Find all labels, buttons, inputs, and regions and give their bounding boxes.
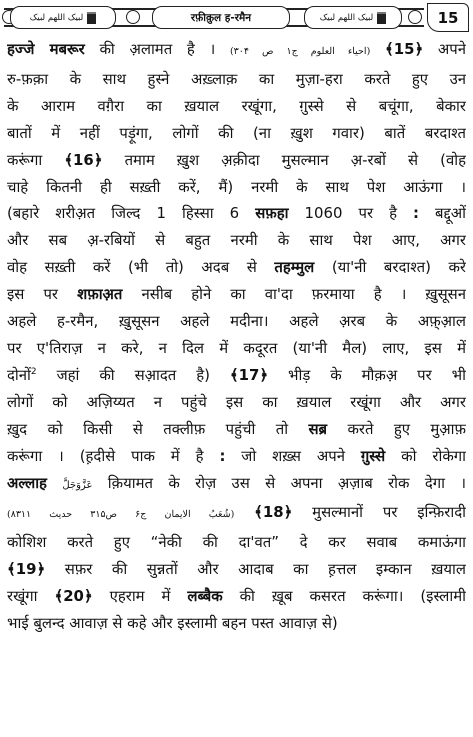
text-line (7, 389, 466, 416)
text-run: करूंगा (7, 150, 65, 169)
text-run: अहले ह-रमैन, ख़ुसूसन अहले मदीना। अहले अ़रब के अफ़्आ़ल (7, 312, 466, 331)
point-number: ﴾20﴿ (54, 587, 93, 606)
text-line (7, 335, 466, 362)
text-run: वोह सख़्ती करें (भी तो) अदब से (7, 258, 275, 277)
body-text (7, 36, 466, 637)
text-run: सफ़र की सुन्नतों और आदाब का ह़त्तल इम्कान ख़याल (45, 560, 466, 579)
text-line (7, 362, 466, 389)
footnote-marker: 2 (30, 366, 37, 377)
header-left-label: لبیک اللھم لبیک (10, 6, 116, 29)
header-right-label: لبیک اللھم لبیک (304, 6, 402, 29)
text-run: जहां की सआ़दत है) (36, 365, 230, 384)
text-run: अपने (423, 40, 466, 58)
text-run: क़ियामत के रोज़ उस से अपना अ़ज़ाब रोक देगा । (92, 473, 466, 492)
text-run: तमाम ख़ुश अ़क़ीदा मुसल्मान अ़-रबों से (वोह (102, 150, 466, 169)
text-line (7, 36, 466, 66)
text-line (7, 93, 466, 120)
text-run: लोगों को अज़िय्यत न पहुंचे इस का ख़याल रखूंगा और अगर (7, 392, 466, 411)
text-run: रखूंगा (7, 587, 55, 606)
text-run: रु-फ़क़ा के साथ हुस्ने अख़्लाक़ का मुज़ा-हरा करते हुए उन (7, 69, 466, 88)
point-number: ﴾19﴿ (7, 560, 46, 579)
kaaba-icon (377, 12, 386, 24)
text-run: एहराम में (92, 587, 188, 606)
text-run: इस पर (7, 285, 78, 304)
text-line (7, 499, 466, 529)
kaaba-icon (87, 12, 96, 24)
text-run: मुसल्मानों पर इन्फ़िरादी (292, 503, 466, 522)
text-line (7, 556, 466, 583)
text-line (7, 529, 466, 556)
point-number: ﴾16﴿ (64, 150, 103, 169)
text-run: भीड़ के मौक़अ़ पर भी (268, 365, 466, 384)
page-number: 15 (427, 3, 469, 32)
header-ornament (408, 10, 422, 24)
bold-term: अल्लाह (7, 473, 47, 492)
text-run: (या'नी बरदाश्त) करे (314, 258, 466, 277)
bold-term: सब्र (308, 419, 328, 438)
text-line (7, 281, 466, 308)
text-line (7, 443, 466, 470)
text-run: बद्दूओं (419, 204, 466, 223)
text-run (47, 474, 62, 492)
point-number: ﴾15﴿ (385, 40, 424, 58)
text-run: (बहारे शरीअ़त जिल्द 1 हिस्सा 6 (7, 204, 256, 223)
text-run: की ख़ूब कसरत करूंगा। (इस्लामी (222, 587, 466, 606)
arabic-reference: (شُعَبُ الایمان ج۶ ص۳۱۵ حدیث ۸۳۱۱) (7, 509, 235, 521)
text-line (7, 470, 466, 500)
bold-term: ग़ुस्से (360, 446, 386, 465)
text-line (7, 200, 466, 227)
text-run (234, 503, 254, 521)
page-header (4, 3, 469, 31)
text-run: कोशिश करते हुए “नेकी की दा'वत” दे कर सवाब कमाऊंगा (7, 533, 466, 552)
bold-term: लब्बैक (187, 587, 223, 606)
bold-term: तहम्मुल (274, 258, 315, 277)
text-line (7, 147, 466, 174)
text-line (7, 583, 466, 610)
text-run: ख़ुद को किसी से तक्लीफ़ पहुंची तो (7, 419, 309, 438)
text-line (7, 610, 466, 637)
bold-term: : (413, 204, 420, 223)
bold-term: हज्जे मबरूर (7, 40, 85, 58)
text-run: की अ़लामत है । (84, 40, 230, 58)
point-number: ﴾18﴿ (254, 503, 293, 522)
text-run: करते हुए मुआ़फ़ (327, 419, 466, 438)
text-line (7, 227, 466, 254)
bold-term: सफ़हा (255, 204, 289, 223)
header-title: रफ़ीक़ुल ह-रमैन (152, 6, 290, 29)
text-line (7, 308, 466, 335)
arabic-reference: (احیاء العلوم ج۱ ص ۳۰۴) (229, 46, 371, 57)
text-run: पर ए'तिराज़ न करे, न दिल में कदूरत (या'नी मैल) लाए, इस में (7, 338, 466, 357)
text-run: बातों में नहीं पड़ूंगा, लोगों की (ना ख़ुश गवार) बातें बरदाश्त (7, 123, 466, 142)
text-line (7, 120, 466, 147)
text-run: और सब अ़-रबियों से बहुत नरमी के साथ पेश आए, अगर (7, 231, 466, 250)
text-run: चाहे कितनी ही सख़्ती करें, मैं) नरमी के साथ पेश आऊंगा । (7, 177, 466, 196)
text-run: को रोकेगा (385, 446, 466, 465)
text-line (7, 66, 466, 93)
text-run: नसीब होने का वा'दा फ़रमाया है । ख़ुसूसन (122, 285, 466, 304)
text-run: के आराम वग़ैरा का ख़याल रखूंगा, ग़ुस्से से बचूंगा, बेकार (7, 96, 466, 115)
text-run: दोनों (7, 365, 31, 384)
arabic-honorific: عَزَّوَجَلَّ (62, 479, 93, 491)
text-run: करूंगा । (ह़दीसे पाक में है (7, 446, 220, 465)
bold-term: शफ़ाअ़त (77, 285, 123, 304)
text-run (370, 40, 385, 58)
text-run: 1060 पर है (288, 204, 414, 223)
header-ornament (126, 10, 140, 24)
text-run: जो शख़्स अपने (225, 446, 361, 465)
point-number: ﴾17﴿ (229, 365, 269, 384)
text-line (7, 416, 466, 443)
text-run: भाई बुलन्द आवाज़ से कहे और इस्लामी बहन पस्त आवाज़ से) (7, 614, 338, 633)
bold-term: : (219, 446, 226, 465)
text-line (7, 254, 466, 281)
text-line (7, 174, 466, 201)
